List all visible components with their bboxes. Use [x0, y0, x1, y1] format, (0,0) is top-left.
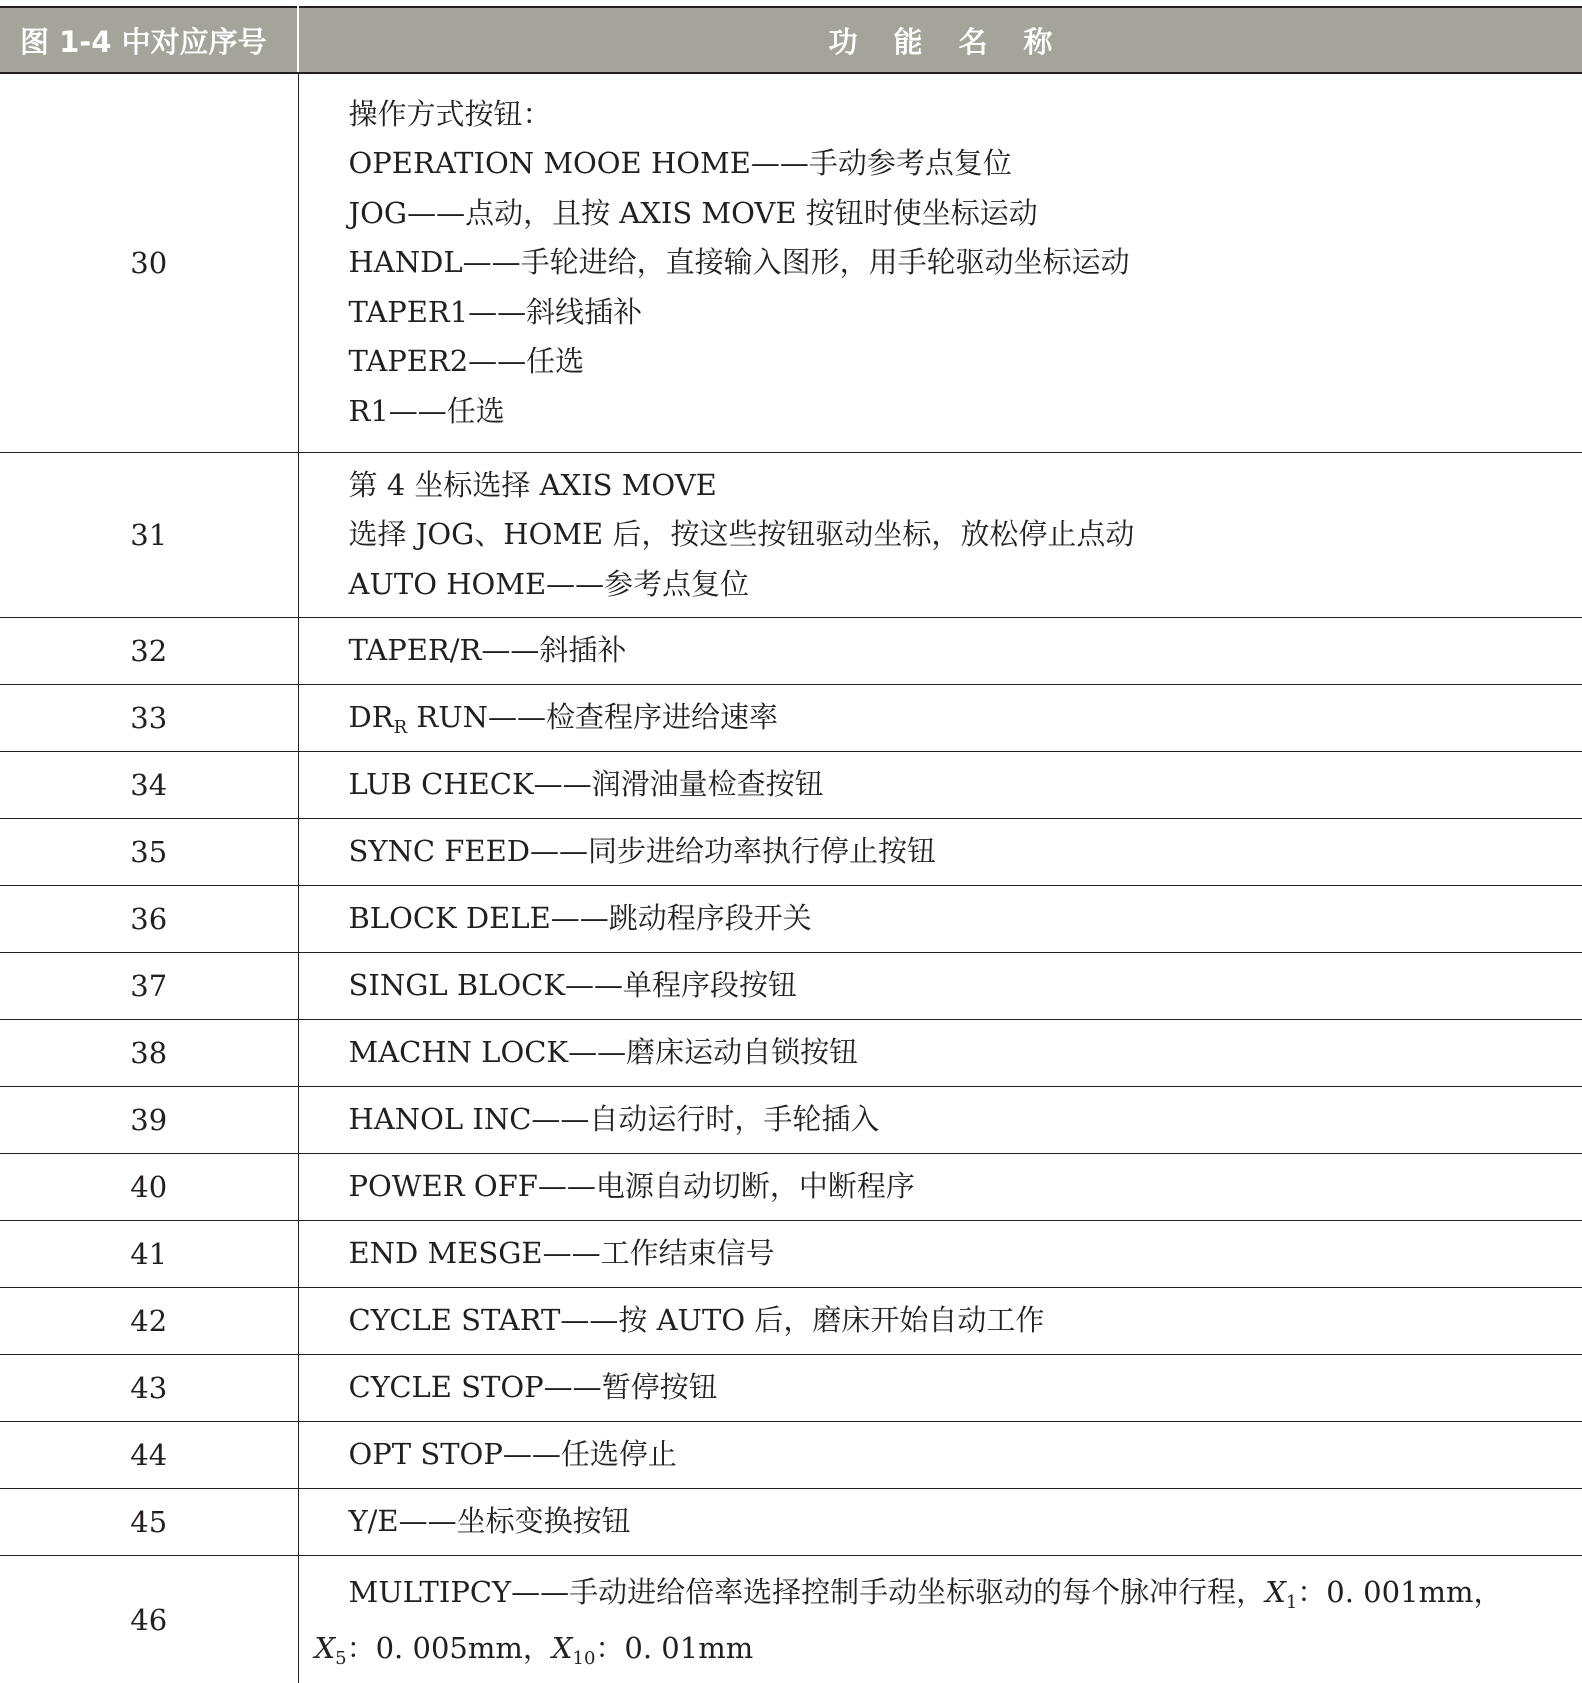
function-line: LUB CHECK——润滑油量检查按钮 [349, 760, 1582, 810]
row-number: 32 [0, 618, 298, 685]
row-function [298, 1422, 1582, 1489]
subscript: 1 [1286, 1592, 1297, 1613]
table-row [0, 1154, 1582, 1221]
table-row [0, 1020, 1582, 1087]
function-line: POWER OFF——电源自动切断，中断程序 [349, 1162, 1582, 1212]
row-function [298, 685, 1582, 752]
function-line: MACHN LOCK——磨床运动自锁按钮 [349, 1028, 1582, 1078]
table-row [0, 1288, 1582, 1355]
table-row [0, 1355, 1582, 1422]
row-number: 45 [0, 1489, 298, 1556]
function-text-part: DR [349, 700, 394, 734]
subscript: 5 [335, 1648, 346, 1669]
row-number: 42 [0, 1288, 298, 1355]
row-number: 40 [0, 1154, 298, 1221]
function-line: JOG——点动，且按 AXIS MOVE 按钮时使坐标运动 [349, 189, 1582, 239]
function-line: CYCLE START——按 AUTO 后，磨床开始自动工作 [349, 1296, 1582, 1346]
function-line: TAPER2——任选 [349, 337, 1582, 387]
row-function [298, 1154, 1582, 1221]
row-number: 44 [0, 1422, 298, 1489]
function-line: SYNC FEED——同步进给功率执行停止按钮 [349, 827, 1582, 877]
function-line: BLOCK DELE——跳动程序段开关 [349, 894, 1582, 944]
row-function [298, 819, 1582, 886]
function-line [349, 693, 1582, 743]
row-function [298, 1489, 1582, 1556]
row-number: 36 [0, 886, 298, 953]
table-row [0, 953, 1582, 1020]
subscript: 10 [573, 1648, 596, 1669]
header-function-name: 功能名称 [298, 7, 1582, 73]
table-row [0, 752, 1582, 819]
function-line: END MESGE——工作结束信号 [349, 1229, 1582, 1279]
row-function [298, 1221, 1582, 1288]
variable-x: X [552, 1631, 573, 1665]
function-line: 选择 JOG、HOME 后，按这些按钮驱动坐标，放松停止点动 [349, 510, 1582, 560]
row-number: 31 [0, 453, 298, 618]
table-row [0, 453, 1582, 618]
function-text-part: ：0. 005mm， [347, 1631, 552, 1665]
table-row [0, 1221, 1582, 1288]
row-number: 37 [0, 953, 298, 1020]
function-line: AUTO HOME——参考点复位 [349, 560, 1582, 610]
function-line [315, 1564, 1582, 1620]
row-number: 35 [0, 819, 298, 886]
function-line: Y/E——坐标变换按钮 [349, 1497, 1582, 1547]
row-function [298, 1020, 1582, 1087]
subscript: R [394, 717, 408, 738]
function-text-part: ：0. 01mm [595, 1631, 753, 1665]
header-index: 图 1-4 中对应序号 [0, 7, 298, 73]
function-line: 第 4 坐标选择 AXIS MOVE [349, 461, 1582, 511]
function-line: R1——任选 [349, 387, 1582, 437]
row-number: 46 [0, 1556, 298, 1683]
function-line: 操作方式按钮： [349, 90, 1582, 140]
row-number: 33 [0, 685, 298, 752]
table-row [0, 1556, 1582, 1683]
function-text-part: MULTIPCY——手动进给倍率选择控制手动坐标驱动的每个脉冲行程， [349, 1575, 1266, 1609]
table-row [0, 618, 1582, 685]
function-line: HANDL——手轮进给，直接输入图形，用手轮驱动坐标运动 [349, 238, 1582, 288]
row-number: 39 [0, 1087, 298, 1154]
row-function [298, 1087, 1582, 1154]
variable-x: X [315, 1631, 336, 1665]
function-line: TAPER1——斜线插补 [349, 288, 1582, 338]
row-number: 38 [0, 1020, 298, 1087]
row-function [298, 1556, 1582, 1683]
row-function [298, 752, 1582, 819]
table-row [0, 819, 1582, 886]
row-function [298, 1288, 1582, 1355]
row-function [298, 618, 1582, 685]
function-line: SINGL BLOCK——单程序段按钮 [349, 961, 1582, 1011]
variable-x: X [1265, 1575, 1286, 1609]
function-line: OPERATION MOOE HOME——手动参考点复位 [349, 139, 1582, 189]
function-line: CYCLE STOP——暂停按钮 [349, 1363, 1582, 1413]
row-number: 34 [0, 752, 298, 819]
table-row [0, 685, 1582, 752]
function-line: TAPER/R——斜插补 [349, 626, 1582, 676]
table-row [0, 1422, 1582, 1489]
function-line: HANOL INC——自动运行时，手轮插入 [349, 1095, 1582, 1145]
function-line [315, 1620, 1582, 1676]
function-line: OPT STOP——任选停止 [349, 1430, 1582, 1480]
row-number: 41 [0, 1221, 298, 1288]
row-function [298, 453, 1582, 618]
table-row [0, 73, 1582, 453]
row-function [298, 1355, 1582, 1422]
row-number: 30 [0, 73, 298, 453]
table-row [0, 1087, 1582, 1154]
table-row [0, 1489, 1582, 1556]
function-table [0, 6, 1582, 1683]
table-header-row [0, 7, 1582, 73]
table-row [0, 886, 1582, 953]
row-function [298, 886, 1582, 953]
function-text-part: ：0. 001mm， [1297, 1575, 1502, 1609]
row-function [298, 73, 1582, 453]
function-text-part: RUN——检查程序进给速率 [407, 700, 778, 734]
row-number: 43 [0, 1355, 298, 1422]
row-function [298, 953, 1582, 1020]
